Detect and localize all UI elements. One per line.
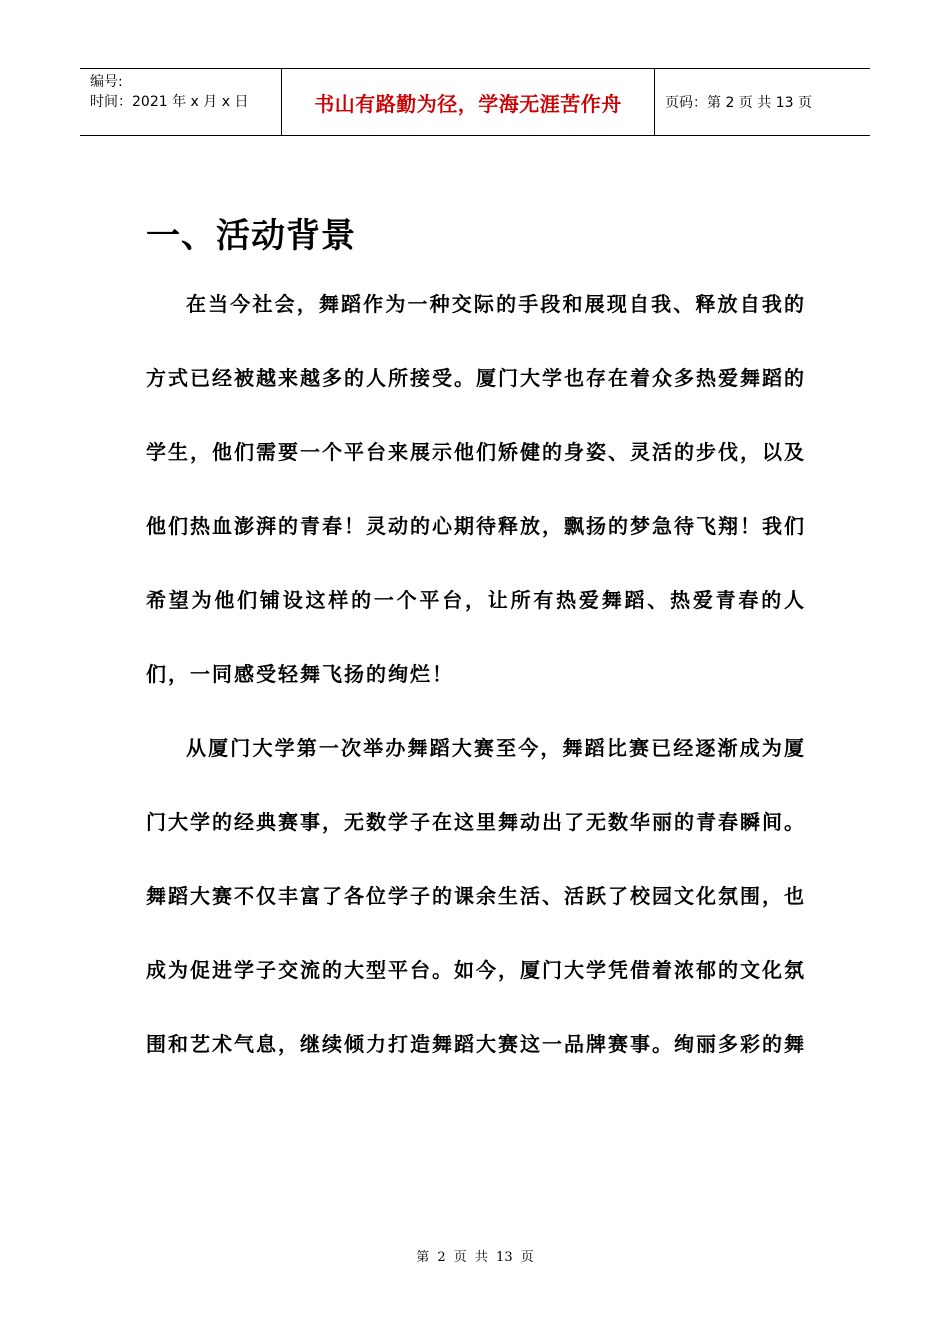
motto-text: 书山有路勤为径，学海无涯苦作舟 (314, 91, 622, 116)
document-body (146, 205, 806, 1081)
header-page-cell (655, 69, 870, 135)
paragraph: 从厦门大学第一次举办舞蹈大赛至今，舞蹈比赛已经逐渐成为厦门大学的经典赛事，无数学子在这里舞动出了无数华丽的青春瞬间。舞蹈大赛不仅丰富了各位学子的课余生活、活跃了校园文化氛围，也成为促进学子交流的大型平台。如今，厦门大学凭借着浓郁的文化氛围和艺术气息，继续倾力打造舞蹈大赛这一品牌赛事。绚丽多彩的舞 (146, 736, 806, 1056)
date-line: 时间：2021 年 x 月 x 日 (90, 94, 249, 110)
page-info: 页码：第 2 页 共 13 页 (665, 95, 812, 111)
document-header (80, 68, 870, 136)
header-meta-cell (80, 69, 282, 135)
section-heading: 一、活动背景 (146, 216, 356, 256)
header-motto-cell (282, 69, 655, 135)
page-footer: 第 2 页 共 13 页 (416, 1250, 534, 1265)
number-label: 编号: (90, 74, 123, 90)
paragraph: 在当今社会，舞蹈作为一种交际的手段和展现自我、释放自我的方式已经被越来越多的人所接受。厦门大学也存在着众多热爱舞蹈的学生，他们需要一个平台来展示他们矫健的身姿、灵活的步伐，以及他们热血澎湃的青春！灵动的心期待释放，飘扬的梦急待飞翔！我们希望为他们铺设这样的一个平台，让所有热爱舞蹈、热爱青春的人们，一同感受轻舞飞扬的绚烂！ (146, 292, 806, 686)
